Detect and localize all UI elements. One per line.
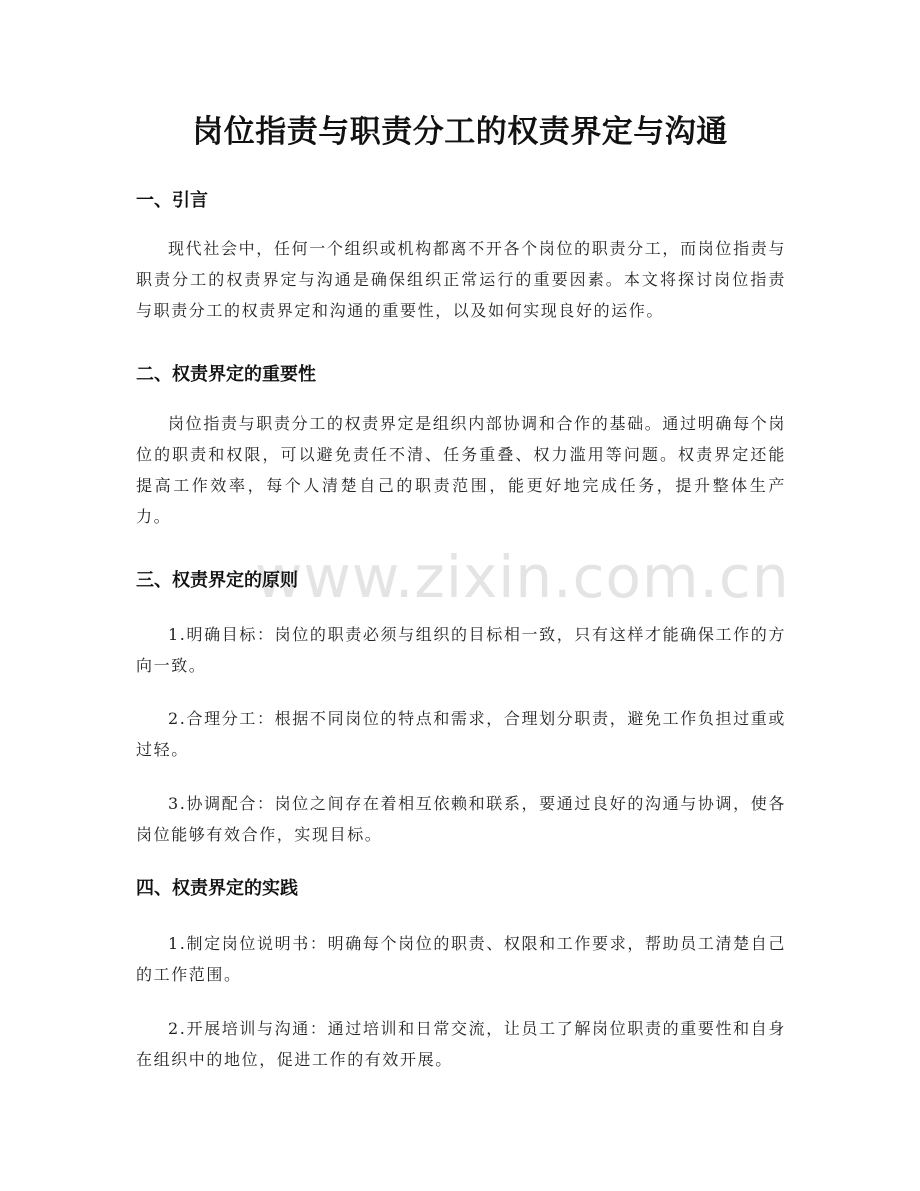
- document-title: 岗位指责与职责分工的权责界定与沟通: [192, 114, 728, 150]
- section-heading-practice: 四、权责界定的实践: [136, 878, 298, 899]
- list-item: 2.合理分工：根据不同岗位的特点和需求，合理划分职责，避免工作负担过重或过轻。: [136, 709, 786, 759]
- paragraph: 岗位指责与职责分工的权责界定是组织内部协调和合作的基础。通过明确每个岗位的职责和权限，可以避免责任不清、任务重叠、权力滥用等问题。权责界定还能提高工作效率，每个人清楚自己的职责范围，能更好地完成任务，提升整体生产力。: [136, 414, 786, 526]
- list-item: 3.协调配合：岗位之间存在着相互依赖和联系，要通过良好的沟通与协调，使各岗位能够有效合作，实现目标。: [136, 794, 786, 844]
- section-heading-introduction: 一、引言: [136, 190, 208, 211]
- section-heading-importance: 二、权责界定的重要性: [136, 364, 316, 385]
- paragraph: 现代社会中，任何一个组织或机构都离不开各个岗位的职责分工，而岗位指责与职责分工的权责界定与沟通是确保组织正常运行的重要因素。本文将探讨岗位指责与职责分工的权责界定和沟通的重要性，以及如何实现良好的运作。: [136, 239, 786, 320]
- list-item: 1.明确目标：岗位的职责必须与组织的目标相一致，只有这样才能确保工作的方向一致。: [136, 625, 786, 675]
- section-heading-principles: 三、权责界定的原则: [136, 570, 298, 591]
- list-item: 1.制定岗位说明书：明确每个岗位的职责、权限和工作要求，帮助员工清楚自己的工作范围。: [136, 934, 786, 984]
- list-item: 2.开展培训与沟通：通过培训和日常交流，让员工了解岗位职责的重要性和自身在组织中的地位，促进工作的有效开展。: [136, 1019, 786, 1069]
- watermark: www.zixin.com.cn: [255, 543, 790, 611]
